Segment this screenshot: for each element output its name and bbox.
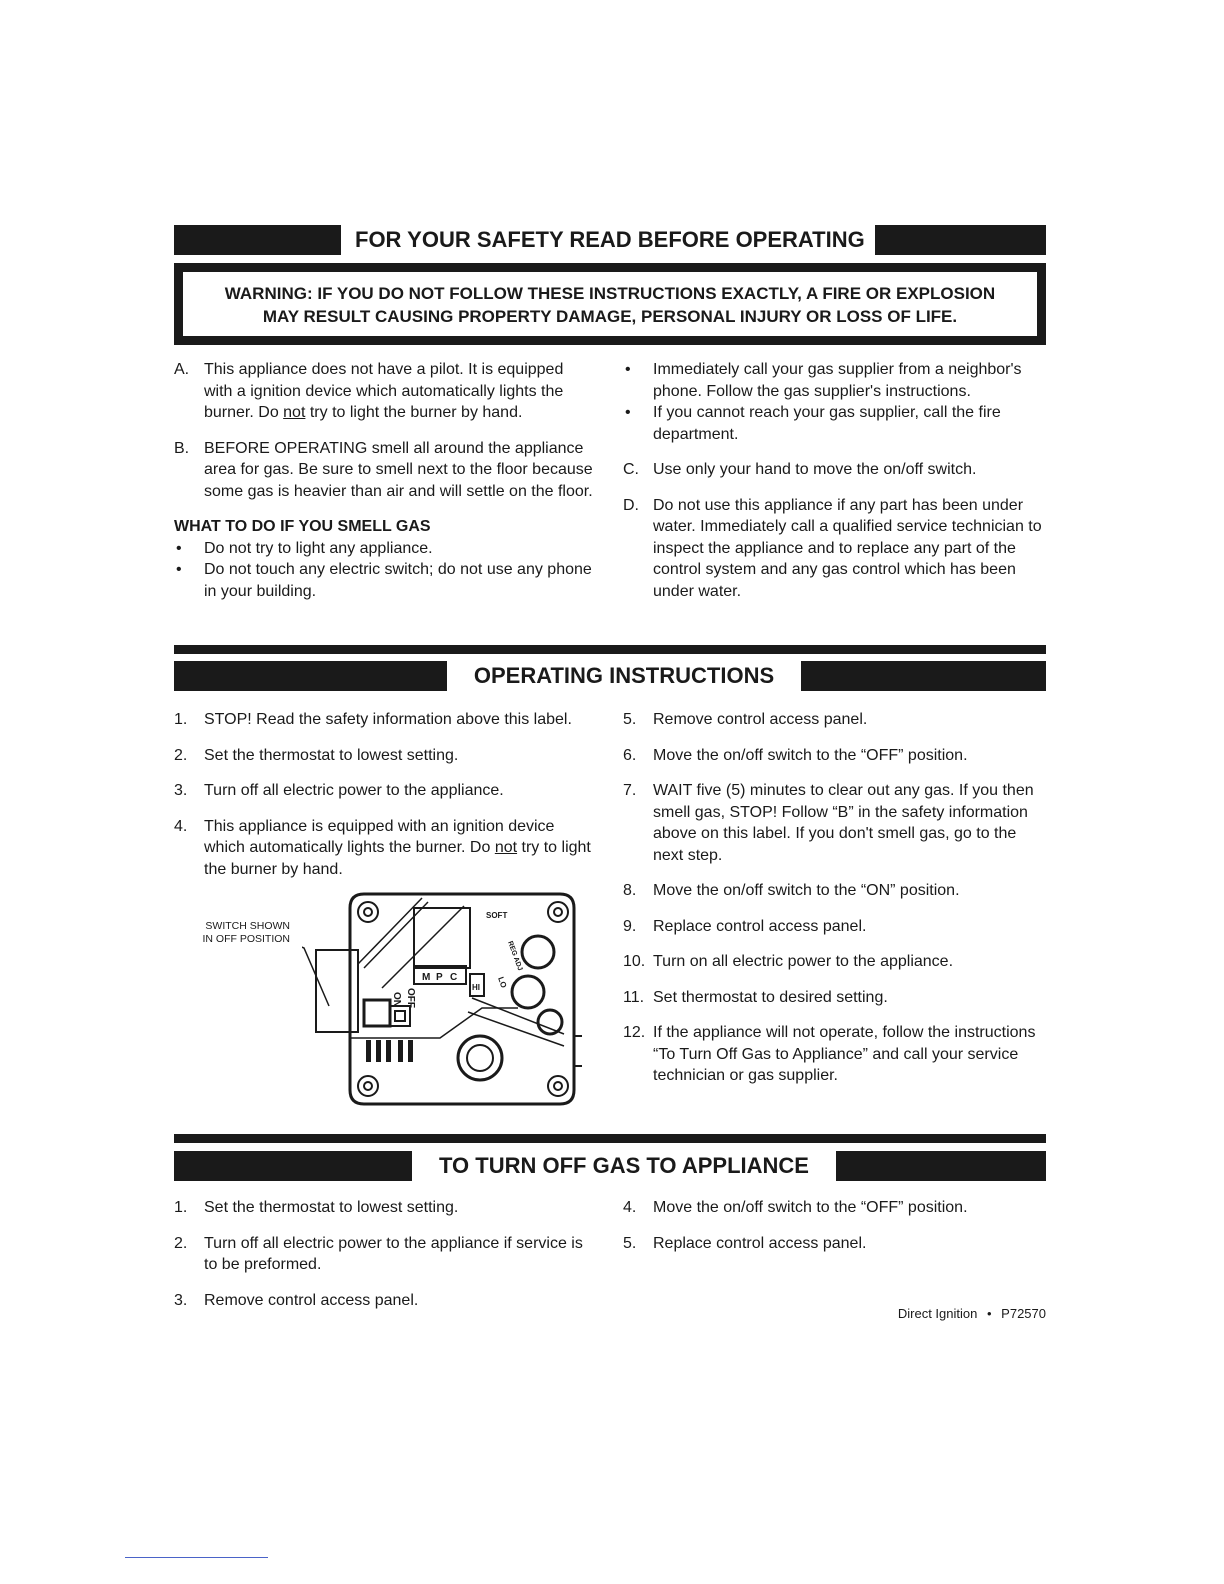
screw-icon — [358, 902, 378, 922]
step-text: Set the thermostat to lowest setting. — [204, 1199, 459, 1216]
item-a-text-1: This appliance does not have a pilot. It is equipped with a ignition device which automatically lights the burner. Do — [204, 361, 564, 421]
operating-step-3 — [174, 780, 594, 802]
outlet-port — [538, 1010, 562, 1034]
turnoff-header: TO TURN OFF GAS TO APPLIANCE — [412, 1151, 836, 1181]
turnoff-step-2 — [174, 1233, 594, 1276]
item-marker: D. — [623, 496, 639, 514]
step-number: 8. — [623, 882, 637, 899]
operating-step-1 — [174, 709, 594, 731]
screw-icon — [554, 908, 562, 916]
operating-step-8 — [623, 880, 1046, 902]
step-not: not — [494, 839, 518, 856]
valve-m-label: M — [422, 972, 431, 983]
step-text: Remove control access panel. — [204, 1291, 419, 1309]
terminal-bar — [376, 1040, 381, 1062]
safety-left-column — [174, 359, 594, 602]
outlet-port — [522, 936, 554, 968]
smell-bullet-1 — [174, 538, 594, 560]
smell-bullet-3 — [623, 359, 1046, 402]
on-label: ON — [391, 992, 402, 1007]
step-text: WAIT five (5) minutes to clear out any gas. If you then smell gas, STOP! Follow “B” in the safety information above on this label. If you don't smell gas, go to the next step. — [653, 782, 1034, 864]
item-marker: A. — [174, 361, 190, 378]
turnoff-step-3 — [174, 1290, 594, 1312]
item-marker: C. — [623, 461, 639, 478]
safety-item-c — [623, 459, 1046, 481]
step-number: 6. — [623, 746, 637, 764]
operating-step-9 — [623, 916, 1046, 938]
step-text-1: This appliance is equipped with an ignition device which automatically lights the burner. Do — [204, 817, 555, 856]
body-contour — [350, 1008, 518, 1038]
turnoff-header-bar — [174, 1151, 1046, 1181]
section-rule — [174, 645, 1046, 654]
switch-window — [390, 1006, 410, 1026]
smell-bullet-4 — [623, 402, 1046, 445]
operating-header: OPERATING INSTRUCTIONS — [447, 661, 801, 691]
item-c-text: Use only your hand to move the on/off switch. — [653, 461, 977, 478]
step-text: Move the on/off switch to the “OFF” position. — [653, 1199, 968, 1216]
item-a-text-2: try to light the burner by hand. — [305, 404, 523, 421]
step-number: 11. — [623, 988, 645, 1006]
turnoff-right-column — [623, 1197, 1046, 1254]
step-text-2: try to light the burner by hand. — [204, 839, 591, 878]
footer-separator: • — [986, 1306, 992, 1321]
bullet-icon: • — [625, 361, 631, 378]
caption-line-1: SWITCH SHOWN — [205, 920, 290, 932]
bullet-text: Do not touch any electric switch; do not use any phone in your building. — [204, 561, 592, 600]
operating-header-bar — [174, 661, 1046, 691]
operating-step-11 — [623, 987, 1046, 1009]
step-text: Replace control access panel. — [653, 917, 867, 935]
step-number: 1. — [174, 711, 188, 728]
turnoff-step-4 — [623, 1197, 1046, 1219]
operating-step-10 — [623, 951, 1046, 973]
terminal-bars — [366, 1040, 413, 1062]
label-panel — [414, 908, 470, 968]
step-number: 4. — [174, 817, 188, 835]
footer-right: P72570 — [1001, 1306, 1046, 1321]
screw-icon — [548, 1076, 568, 1096]
terminal-bar — [386, 1040, 391, 1062]
main-outlet — [467, 1045, 493, 1071]
safety-item-a — [174, 359, 594, 424]
outlet-port — [512, 976, 544, 1008]
step-text: Move the on/off switch to the “ON” position. — [653, 882, 960, 899]
screw-icon — [364, 908, 372, 916]
operating-right-column — [623, 709, 1046, 1087]
footer-id — [898, 1306, 1046, 1321]
item-a-not: not — [283, 404, 306, 421]
step-number: 7. — [623, 782, 637, 799]
bullet-icon: • — [176, 561, 182, 578]
valve-c-label: C — [450, 972, 458, 983]
page-link-underline — [125, 1557, 268, 1558]
screw-icon — [364, 1082, 372, 1090]
on-off-switch — [364, 1000, 390, 1026]
step-number: 1. — [174, 1199, 188, 1216]
safety-header: FOR YOUR SAFETY READ BEFORE OPERATING — [341, 225, 875, 255]
valve-soft-label: SOFT — [486, 911, 508, 920]
step-number: 5. — [623, 711, 637, 728]
step-text: If the appliance will not operate, follow the instructions “To Turn Off Gas to Appliance” and call your service technician or gas supplier. — [653, 1024, 1036, 1084]
step-text: Turn on all electric power to the appliance. — [653, 953, 954, 970]
safety-item-b — [174, 438, 594, 503]
terminal-bar — [366, 1040, 371, 1062]
step-number: 2. — [174, 1234, 188, 1252]
valve-lo-label: LO — [496, 975, 509, 990]
step-number: 10. — [623, 953, 646, 970]
step-number: 4. — [623, 1199, 637, 1216]
main-outlet — [458, 1036, 502, 1080]
operating-step-12 — [623, 1022, 1046, 1087]
turnoff-step-5 — [623, 1233, 1046, 1255]
bullet-icon: • — [176, 539, 182, 557]
bullet-text: Do not try to light any appliance. — [204, 539, 433, 557]
safety-right-column — [623, 359, 1046, 602]
regulator-channel — [468, 998, 564, 1046]
terminal-bar — [408, 1040, 413, 1062]
valve-hi-label: HI — [472, 983, 480, 992]
screw-icon — [554, 1082, 562, 1090]
switch-caption — [174, 920, 290, 946]
screw-icon — [358, 1076, 378, 1096]
item-marker: B. — [174, 439, 190, 457]
step-text: Turn off all electric power to the appliance. — [204, 782, 504, 799]
turnoff-step-1 — [174, 1197, 594, 1219]
warning-line-2: MAY RESULT CAUSING PROPERTY DAMAGE, PERSONAL INJURY OR LOSS OF LIFE. — [262, 307, 958, 326]
safety-item-d — [623, 495, 1046, 603]
step-text: Move the on/off switch to the “OFF” position. — [653, 746, 968, 764]
step-number: 12. — [623, 1024, 646, 1041]
off-label: OFF — [405, 988, 416, 1008]
smell-bullet-2 — [174, 559, 594, 602]
bullet-text: Immediately call your gas supplier from a neighbor's phone. Follow the gas supplier's instructions. — [653, 361, 1022, 400]
turnoff-left-column — [174, 1197, 594, 1311]
step-number: 3. — [174, 782, 188, 799]
step-text: STOP! Read the safety information above this label. — [204, 711, 572, 728]
terminal-bar — [398, 1040, 403, 1062]
step-number: 9. — [623, 917, 637, 935]
bullet-text: If you cannot reach your gas supplier, call the fire department. — [653, 404, 1001, 443]
bullet-icon: • — [625, 404, 631, 421]
valve-reg-label: REG ADJ — [506, 940, 524, 972]
step-text: Turn off all electric power to the appliance if service is to be preformed. — [204, 1234, 583, 1273]
caption-line-2: IN OFF POSITION — [202, 933, 290, 945]
gas-valve-illustration — [302, 888, 582, 1108]
warning-box — [174, 263, 1046, 345]
operating-step-7 — [623, 780, 1046, 866]
step-text: Remove control access panel. — [653, 711, 868, 728]
step-number: 3. — [174, 1291, 188, 1309]
switch-indicator — [395, 1011, 405, 1021]
step-number: 2. — [174, 746, 188, 764]
operating-step-2 — [174, 745, 594, 767]
operating-step-6 — [623, 745, 1046, 767]
body-ridge — [358, 898, 464, 988]
step-number: 5. — [623, 1234, 637, 1252]
safety-header-bar — [174, 225, 1046, 255]
smell-gas-heading: WHAT TO DO IF YOU SMELL GAS — [174, 518, 431, 535]
valve-p-label: P — [436, 972, 443, 983]
warning-line-1: WARNING: IF YOU DO NOT FOLLOW THESE INSTRUCTIONS EXACTLY, A FIRE OR EXPLOSION — [224, 284, 996, 303]
item-b-text: BEFORE OPERATING smell all around the appliance area for gas. Be sure to smell next to the floor because some gas is heavier than air and will settle on the floor. — [204, 439, 593, 500]
item-d-text: Do not use this appliance if any part has been under water. Immediately call a qualified service technician to inspect the appliance and to replace any part of the control system and any gas control which has been under water. — [653, 496, 1042, 600]
operating-step-4 — [174, 816, 594, 881]
operating-step-5 — [623, 709, 1046, 731]
step-text: Replace control access panel. — [653, 1234, 867, 1252]
step-text: Set thermostat to desired setting. — [653, 988, 888, 1006]
operating-left-column — [174, 709, 594, 880]
section-rule — [174, 1134, 1046, 1143]
screw-icon — [548, 902, 568, 922]
step-text: Set the thermostat to lowest setting. — [204, 746, 459, 764]
footer-left: Direct Ignition — [897, 1306, 978, 1321]
